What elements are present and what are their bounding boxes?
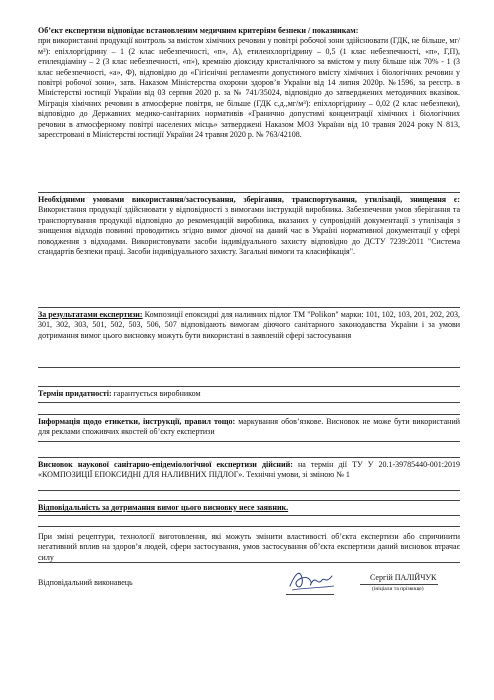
- divider: [38, 402, 460, 403]
- handwritten-signature-icon: [286, 564, 338, 596]
- divider: [38, 414, 460, 415]
- usage-conditions-heading: Необхідними умовами використання/застосування, зберігання, транспортування, утилізації, знищення є:: [38, 195, 460, 204]
- usage-conditions-section: [38, 195, 460, 257]
- name-caption: (ініціали та прізвище): [372, 586, 424, 592]
- divider: [38, 526, 460, 527]
- signature-line: [286, 594, 334, 595]
- labeling-heading: Інформація щодо етикетки, інструкції, правил тощо:: [38, 417, 236, 426]
- validity-loss-body: При зміні рецептури, технології виготовлення, які можуть змінити властивості об’єкта експертизи або спричинити негативний вплив на здоров’я людей, сфери застосування, умов застосування об’єкта експертизи даний висновок втрачає силу: [38, 532, 460, 562]
- expertise-results-section: [38, 310, 460, 341]
- divider: [38, 192, 460, 193]
- usage-conditions-body: Використання продукції здійснювати у відповідності з вимогами інструкцій виробника. Забезпечення умов зберігання та транспортування продукції відповідно до рекомендацій виробника, вказаних у супровідній документації з утилізація з знищення відходів повинні проводитись згідно вимог діючої на даний час в Україні нормативної документації у сфері поводження з відходами. Використовувати засоби індивідуального захисту відповідно до ДСТУ 7239:2011 "Система стандартів безпеки праці. Засоби індивідуального захисту. Загальні вимоги та класифікація".: [38, 205, 460, 257]
- labeling-body: маркування обов’язкове. Висновок не може бути використаний для реклами споживчих якостей об’єкту експертизи: [38, 417, 461, 437]
- divider: [38, 441, 460, 442]
- labeling-section: [38, 417, 460, 438]
- divider: [38, 515, 460, 516]
- shelf-life-body: гарантується виробником: [113, 389, 201, 398]
- validity-loss-section: [38, 532, 460, 563]
- validity-body: на термін дії ТУ У 20.1-39785440-001:2019 «КОМПОЗИЦІЇ ЕПОКСИДНІ ДЛЯ НАЛИВНИХ ПІДЛОГ». Технічні умови, зі зміною № 1: [38, 460, 461, 480]
- divider: [38, 457, 460, 458]
- validity-section: [38, 460, 460, 481]
- validity-heading: Висновок наукової санітарно-епідеміологічної експертизи дійсний:: [38, 460, 293, 469]
- responsibility-section: [38, 503, 460, 513]
- divider: [38, 386, 460, 387]
- divider: [38, 307, 460, 308]
- expertise-results-heading: За результатами експертизи:: [38, 310, 143, 319]
- safety-criteria-heading: Об’єкт експертизи відповідає встановленим медичним критеріям безпеки / показникам:: [38, 26, 359, 35]
- shelf-life-section: [38, 389, 460, 399]
- divider: [38, 490, 460, 491]
- name-line: [360, 584, 438, 585]
- responsible-executor-label: Відповідальний виконавець: [38, 578, 133, 587]
- safety-criteria-body: при використанні продукції контроль за вмістом хімічних речовин у повітрі робочої зони здійснювати (ГДК, не більше, мг/м³): епіхлоргідрину – 1 (2 клас небезпечності, «п», А), етиленхлоргідрину – 0,5 (1 клас небезпечності, «п», Г,П), етилендіаміну – 2 (3 клас небезпечності, «п»), кремнію діоксиду кристалічного за вмістом у пилу більше ніж 70% - 1 (3 клас небезпечності, «а», Ф), відповідно до «Гігієнічні регламенти допустимого вмісту хімічних і біологічних речовин у повітрі робочої зони», затв. Наказом Міністерства охорони здоров’я України від 14 липня 2020р. №1596, за реєстр. в Міністерстві юстиції України від 03 серпня 2020 р. за № 741/35024, відповідно до затверджених методичних вказівок. Міграція хімічних речовин в атмосферне повітря, не більше (ГДК с.д.,мг/м³): епіхлоргідрину – 0,02 (2 клас небезпеки), відповідно до Державних медико-санітарних нормативів «Гранично допустимі концентрації хімічних і біологічних речовин в атмосферному повітрі населених місць» затверджені Наказом МОЗ України від 10 травня 2024 року N 813, зареєстровані в Міністерстві юстиції України 24 травня 2020 р. № 763/42108.: [38, 36, 460, 140]
- divider: [38, 500, 460, 501]
- expertise-results-body: Композиції епоксидні для наливних підлог ТМ "Polikon" марки: 101, 102, 103, 201, 202, 203, 301, 302, 303, 501, 502, 503, 506, 507 відповідають вимогам діючого санітарного законодавства України і за умови дотримання вимог цього висновку можуть бути використані в заявленій сфері застосування: [38, 310, 460, 340]
- divider: [38, 562, 460, 563]
- divider: [38, 367, 460, 368]
- responsibility-heading: Відповідальність за дотримання вимог цього висновку несе заявник.: [38, 503, 289, 512]
- safety-criteria-section: [38, 26, 460, 140]
- shelf-life-heading: Термін придатності:: [38, 389, 112, 398]
- signer-name: Сергій ПАЛІЙЧУК: [370, 573, 437, 582]
